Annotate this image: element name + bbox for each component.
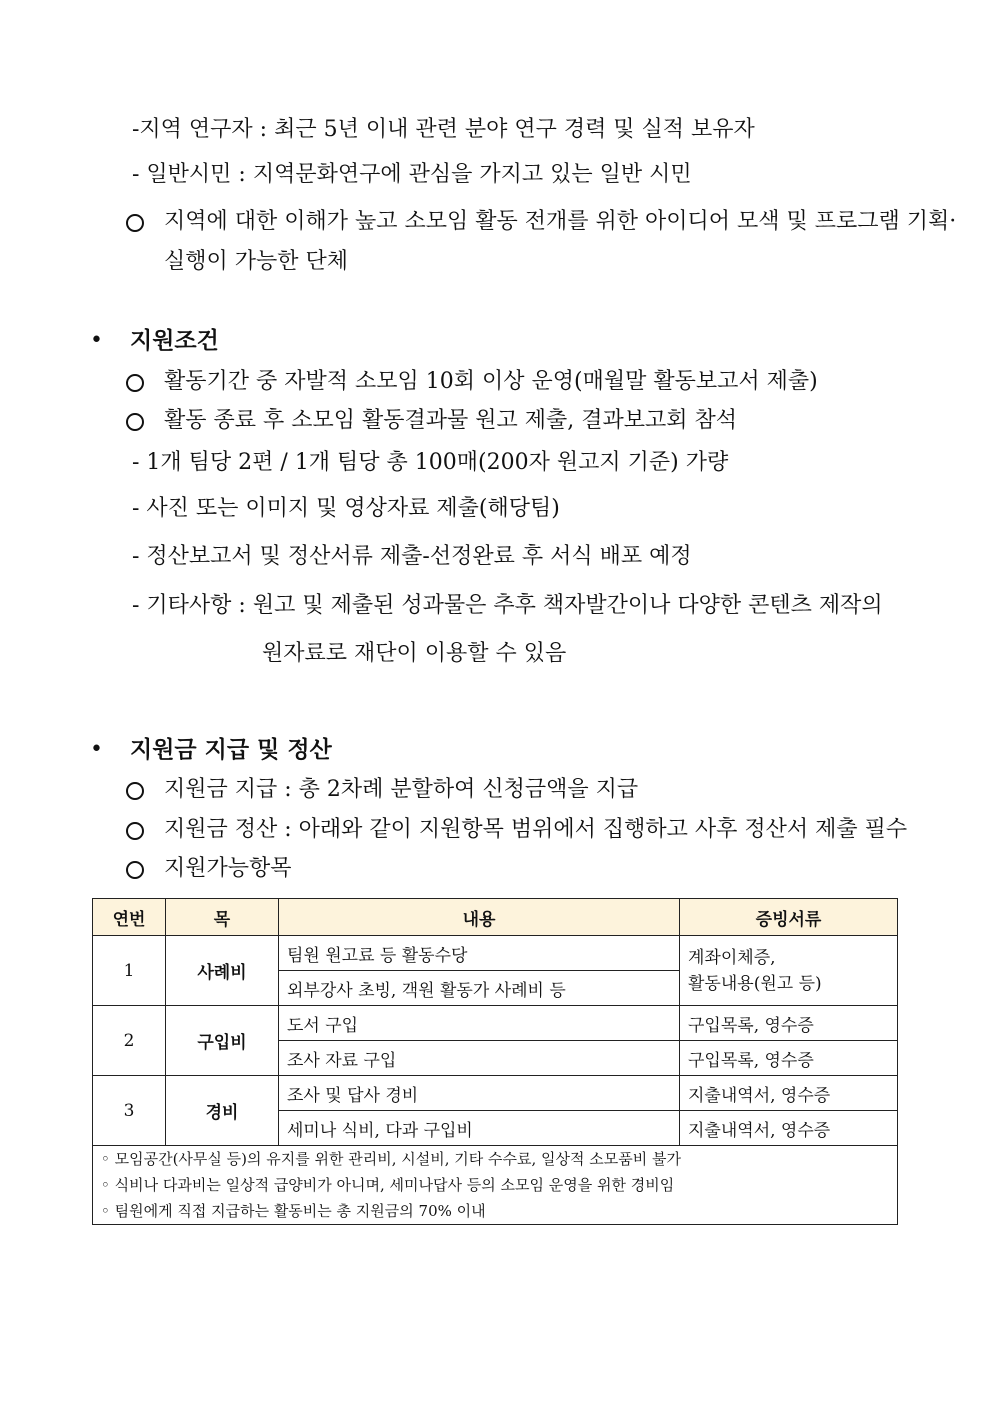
circle-bullet-icon [126,861,144,879]
table-row [93,936,898,971]
row-proof: 지출내역서, 영수증 [680,1111,898,1146]
payment-item-1: 지원금 지급 : 총 2차례 분할하여 신청금액을 지급 [164,777,639,802]
payment-item-3: 지원가능항목 [164,856,292,881]
note-line: ◦ 팀원에게 직접 지급하는 활동비는 총 지원금의 70% 이내 [101,1202,486,1220]
row-proof: 구입목록, 영수증 [680,1006,898,1041]
circle-bullet-icon [126,413,144,431]
row-proof [680,936,898,1006]
row-proof: 구입목록, 영수증 [680,1041,898,1076]
conditions-item-2: 활동 종료 후 소모임 활동결과물 원고 제출, 결과보고회 참석 [164,408,737,433]
table-notes-row [93,1146,898,1225]
group-line-2: 실행이 가능한 단체 [164,249,349,274]
row-category: 사례비 [166,936,279,1006]
row-item: 팀원 원고료 등 활동수당 [279,936,680,971]
conditions-sub-3: - 정산보고서 및 정산서류 제출-선정완료 후 서식 배포 예정 [132,544,692,569]
circle-bullet-icon [126,374,144,392]
note-line: ◦ 식비나 다과비는 일상적 급양비가 아니며, 세미나답사 등의 소모임 운영을 위한 경비임 [101,1176,675,1194]
regional-researcher-line: -지역 연구자 : 최근 5년 이내 관련 분야 연구 경력 및 실적 보유자 [132,117,755,142]
payment-heading: 지원금 지급 및 정산 [130,736,332,763]
row-item: 세미나 식비, 다과 구입비 [279,1111,680,1146]
row-no: 3 [93,1076,166,1146]
row-item: 외부강사 초빙, 객원 활동가 사례비 등 [279,971,680,1006]
payment-item-2: 지원금 정산 : 아래와 같이 지원항목 범위에서 집행하고 사후 정산서 제출 필수 [164,817,908,842]
group-line-1: 지역에 대한 이해가 높고 소모임 활동 전개를 위한 아이디어 모색 및 프로그램 기획· [164,209,957,234]
table-row [93,1006,898,1041]
row-category: 경비 [166,1076,279,1146]
row-item: 조사 자료 구입 [279,1041,680,1076]
table-row [93,1076,898,1111]
conditions-sub-4-line-1: - 기타사항 : 원고 및 제출된 성과물은 추후 책자발간이나 다양한 콘텐츠 제작의 [132,593,883,618]
conditions-sub-4-line-2: 원자료로 재단이 이용할 수 있음 [262,641,567,666]
proof-line: 활동내용(원고 등) [688,973,822,994]
circle-bullet-icon [126,214,144,232]
header-no: 연번 [93,899,166,936]
row-proof: 지출내역서, 영수증 [680,1076,898,1111]
row-item: 조사 및 답사 경비 [279,1076,680,1111]
row-no: 1 [93,936,166,1006]
support-items-table [92,898,898,1225]
conditions-item-1: 활동기간 중 자발적 소모임 10회 이상 운영(매월말 활동보고서 제출) [164,369,818,394]
table-notes [93,1146,898,1225]
note-line: ◦ 모임공간(사무실 등)의 유지를 위한 관리비, 시설비, 기타 수수료, 일상적 소모품비 불가 [101,1150,681,1168]
circle-bullet-icon [126,822,144,840]
header-proof: 증빙서류 [680,899,898,936]
header-category: 목 [166,899,279,936]
proof-line: 계좌이체증, [688,947,776,968]
bullet-dot-icon: • [90,328,103,353]
row-item: 도서 구입 [279,1006,680,1041]
general-citizen-line: - 일반시민 : 지역문화연구에 관심을 가지고 있는 일반 시민 [132,162,692,187]
circle-bullet-icon [126,782,144,800]
conditions-heading: 지원조건 [130,327,219,354]
header-content: 내용 [279,899,680,936]
bullet-dot-icon: • [90,737,103,762]
table-header-row [93,899,898,936]
row-no: 2 [93,1006,166,1076]
row-category: 구입비 [166,1006,279,1076]
conditions-sub-1: - 1개 팀당 2편 / 1개 팀당 총 100매(200자 원고지 기준) 가량 [132,450,729,475]
conditions-sub-2: - 사진 또는 이미지 및 영상자료 제출(해당팀) [132,496,560,521]
